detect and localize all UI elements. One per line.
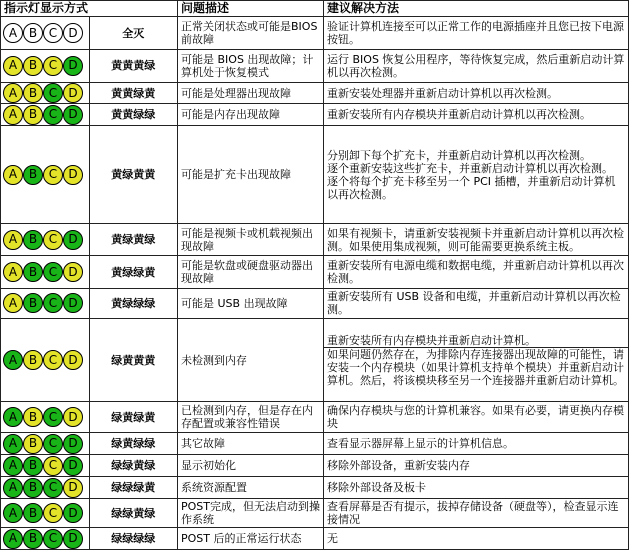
led-a-icon: A	[3, 529, 23, 549]
led-group	[3, 529, 89, 549]
problem-description: POST 后的正常运行状态	[178, 528, 324, 550]
table-row	[1, 17, 629, 50]
suggested-solution	[324, 433, 629, 455]
problem-description: 正常关闭状态或可能是BIOS 前故障	[178, 17, 324, 50]
solution-line: 重新安装所有内存模块并重新启动计算机。	[327, 333, 536, 347]
table-row	[1, 455, 629, 477]
solution-line: 移除外部设备及板卡	[327, 481, 426, 494]
problem-description: 显示初始化	[178, 455, 324, 477]
led-a-icon: A	[3, 165, 23, 185]
problem-description: 已检测到内存，但是存在内存配置或兼容性错误	[178, 402, 324, 433]
led-group	[3, 56, 89, 76]
led-a-icon: A	[3, 56, 23, 76]
suggested-solution	[324, 402, 629, 433]
suggested-solution	[324, 455, 629, 477]
led-group	[3, 23, 89, 43]
suggested-solution	[324, 498, 629, 527]
led-c-icon: C	[43, 407, 63, 427]
table-row	[1, 50, 629, 82]
led-group	[3, 105, 89, 125]
color-combination: 黄绿绿绿	[89, 288, 178, 318]
problem-description: 可能是 BIOS 出现故障；计算机处于恢复模式	[178, 50, 324, 82]
led-b-icon: B	[23, 456, 43, 476]
led-c-icon: C	[43, 165, 63, 185]
led-indicator-cell	[1, 498, 90, 527]
led-indicator-cell	[1, 50, 90, 82]
suggested-solution	[324, 126, 629, 224]
led-c-icon: C	[43, 23, 63, 43]
led-a-icon: A	[3, 456, 23, 476]
problem-description: 可能是扩充卡出现故障	[178, 126, 324, 224]
led-indicator-cell	[1, 455, 90, 477]
suggested-solution	[324, 477, 629, 499]
led-d-icon: D	[63, 350, 83, 370]
solution-line: 如果有视频卡，请重新安装视频卡并重新启动计算机以再次检测。如果使用集成视频，则可能需要更换系统主板。	[327, 226, 624, 253]
color-combination: 绿黄绿黄	[89, 402, 178, 433]
led-d-icon: D	[63, 262, 83, 282]
led-indicator-cell	[1, 104, 90, 126]
led-b-icon: B	[23, 407, 43, 427]
solution-line: 逐个重新安装这些扩充卡，并重新启动计算机以再次检测。	[327, 161, 613, 175]
led-c-icon: C	[43, 456, 63, 476]
suggested-solution	[324, 82, 629, 104]
led-a-icon: A	[3, 262, 23, 282]
suggested-solution	[324, 17, 629, 50]
color-combination: 黄绿绿黄	[89, 256, 178, 288]
table-row	[1, 477, 629, 499]
led-c-icon: C	[43, 478, 63, 498]
suggested-solution	[324, 288, 629, 318]
led-group	[3, 293, 89, 313]
led-b-icon: B	[23, 83, 43, 103]
led-b-icon: B	[23, 105, 43, 125]
led-b-icon: B	[23, 293, 43, 313]
solution-line: 移除外部设备，重新安装内存	[327, 459, 470, 473]
led-a-icon: A	[3, 105, 23, 125]
solution-line: 无	[327, 532, 338, 546]
table-row	[1, 224, 629, 256]
solution-line: 确保内存模块与您的计算机兼容。如果有必要，请更换内存模块	[327, 404, 624, 431]
led-indicator-cell	[1, 402, 90, 433]
led-a-icon: A	[3, 434, 23, 454]
led-indicator-cell	[1, 318, 90, 401]
problem-description: 可能是内存出现故障	[178, 104, 324, 126]
table-row	[1, 318, 629, 401]
led-d-icon: D	[63, 434, 83, 454]
solution-line: 逐个将每个扩充卡移至另一个 PCI 插槽，并重新启动计算机以再次检测。	[327, 174, 616, 201]
table-row	[1, 126, 629, 224]
led-a-icon: A	[3, 503, 23, 523]
led-a-icon: A	[3, 350, 23, 370]
color-combination: 黄绿黄绿	[89, 224, 178, 256]
table-row	[1, 402, 629, 433]
led-b-icon: B	[23, 503, 43, 523]
table-row	[1, 528, 629, 550]
header-lights: 指示灯显示方式	[1, 1, 178, 17]
led-group	[3, 407, 89, 427]
led-group	[3, 478, 89, 498]
table-row	[1, 256, 629, 288]
led-d-icon: D	[63, 456, 83, 476]
table-body	[1, 17, 629, 550]
led-d-icon: D	[63, 56, 83, 76]
table-row	[1, 104, 629, 126]
led-b-icon: B	[23, 262, 43, 282]
solution-line: 重新安装处理器并重新启动计算机以再次检测。	[327, 86, 558, 100]
led-d-icon: D	[63, 105, 83, 125]
solution-line: 重新安装所有内存模块并重新启动计算机以再次检测。	[327, 108, 591, 122]
color-combination: 绿绿黄绿	[89, 498, 178, 527]
led-c-icon: C	[43, 83, 63, 103]
suggested-solution	[324, 104, 629, 126]
suggested-solution	[324, 50, 629, 82]
led-indicator-cell	[1, 224, 90, 256]
led-indicator-cell	[1, 126, 90, 224]
header-solution: 建议解决方法	[324, 1, 629, 17]
solution-line: 验证计算机连接至可以正常工作的电源插座并且您已按下电源按钮。	[327, 20, 624, 47]
color-combination: 绿黄绿绿	[89, 433, 178, 455]
led-indicator-cell	[1, 433, 90, 455]
led-b-icon: B	[23, 230, 43, 250]
problem-description: POST完成，但无法启动到操作系统	[178, 498, 324, 527]
led-indicator-cell	[1, 82, 90, 104]
led-a-icon: A	[3, 293, 23, 313]
led-d-icon: D	[63, 23, 83, 43]
problem-description: 可能是视频卡或机载视频出现故障	[178, 224, 324, 256]
problem-description: 系统资源配置	[178, 477, 324, 499]
problem-description: 可能是处理器出现故障	[178, 82, 324, 104]
led-group	[3, 262, 89, 282]
led-d-icon: D	[63, 478, 83, 498]
color-combination: 黄黄绿绿	[89, 104, 178, 126]
led-b-icon: B	[23, 478, 43, 498]
led-indicator-cell	[1, 288, 90, 318]
problem-description: 可能是软盘或硬盘驱动器出现故障	[178, 256, 324, 288]
led-a-icon: A	[3, 83, 23, 103]
solution-line: 重新安装所有电源电缆和数据电缆，并重新启动计算机以再次检测。	[327, 259, 624, 286]
led-indicator-cell	[1, 477, 90, 499]
color-combination: 全灭	[89, 17, 178, 50]
suggested-solution	[324, 528, 629, 550]
led-group	[3, 434, 89, 454]
led-group	[3, 83, 89, 103]
led-b-icon: B	[23, 434, 43, 454]
led-group	[3, 503, 89, 523]
led-a-icon: A	[3, 23, 23, 43]
table-row	[1, 82, 629, 104]
led-c-icon: C	[43, 503, 63, 523]
led-group	[3, 350, 89, 370]
led-b-icon: B	[23, 529, 43, 549]
header-description: 问题描述	[178, 1, 324, 17]
led-d-icon: D	[63, 230, 83, 250]
color-combination: 黄黄绿黄	[89, 82, 178, 104]
problem-description: 可能是 USB 出现故障	[178, 288, 324, 318]
problem-description: 其它故障	[178, 433, 324, 455]
led-a-icon: A	[3, 407, 23, 427]
led-indicator-cell	[1, 528, 90, 550]
led-d-icon: D	[63, 503, 83, 523]
led-b-icon: B	[23, 350, 43, 370]
led-c-icon: C	[43, 56, 63, 76]
table-row	[1, 288, 629, 318]
solution-line: 如果问题仍然存在，为排除内存连接器出现故障的可能性，请安装一个内存模块（如果计算机支持单个模块）并重新启动计算机。然后，将该模块移至另一个连接器并重新启动计算机。	[324, 347, 628, 387]
led-a-icon: A	[3, 230, 23, 250]
problem-description: 未检测到内存	[178, 318, 324, 401]
header-row	[1, 1, 629, 17]
led-d-icon: D	[63, 407, 83, 427]
led-b-icon: B	[23, 23, 43, 43]
suggested-solution	[324, 318, 629, 401]
solution-line: 分别卸下每个扩充卡，并重新启动计算机以再次检测。	[327, 148, 591, 162]
solution-line: 重新安装所有 USB 设备和电缆，并重新启动计算机以再次检测。	[327, 290, 621, 317]
led-c-icon: C	[43, 105, 63, 125]
led-b-icon: B	[23, 165, 43, 185]
solution-line: 查看屏幕是否有提示，拔掉存储设备（硬盘等），检查显示连接情况	[327, 500, 619, 526]
led-c-icon: C	[43, 262, 63, 282]
color-combination: 黄黄黄绿	[89, 50, 178, 82]
led-indicator-cell	[1, 256, 90, 288]
table-row	[1, 498, 629, 527]
led-b-icon: B	[23, 56, 43, 76]
led-d-icon: D	[63, 529, 83, 549]
color-combination: 绿绿黄绿	[89, 455, 178, 477]
led-c-icon: C	[43, 293, 63, 313]
suggested-solution	[324, 224, 629, 256]
color-combination: 绿绿绿黄	[89, 477, 178, 499]
color-combination: 绿黄黄黄	[89, 318, 178, 401]
led-c-icon: C	[43, 529, 63, 549]
led-indicator-cell	[1, 17, 90, 50]
led-c-icon: C	[43, 434, 63, 454]
solution-line: 运行 BIOS 恢复公用程序，等待恢复完成，然后重新启动计算机以再次检测。	[327, 52, 625, 79]
suggested-solution	[324, 256, 629, 288]
color-combination: 绿绿绿绿	[89, 528, 178, 550]
led-group	[3, 165, 89, 185]
led-group	[3, 456, 89, 476]
led-a-icon: A	[3, 478, 23, 498]
led-c-icon: C	[43, 230, 63, 250]
color-combination: 黄绿黄黄	[89, 126, 178, 224]
led-c-icon: C	[43, 350, 63, 370]
table-row	[1, 433, 629, 455]
led-group	[3, 230, 89, 250]
led-d-icon: D	[63, 165, 83, 185]
led-d-icon: D	[63, 83, 83, 103]
led-d-icon: D	[63, 293, 83, 313]
solution-line: 查看显示器屏幕上显示的计算机信息。	[327, 437, 514, 451]
